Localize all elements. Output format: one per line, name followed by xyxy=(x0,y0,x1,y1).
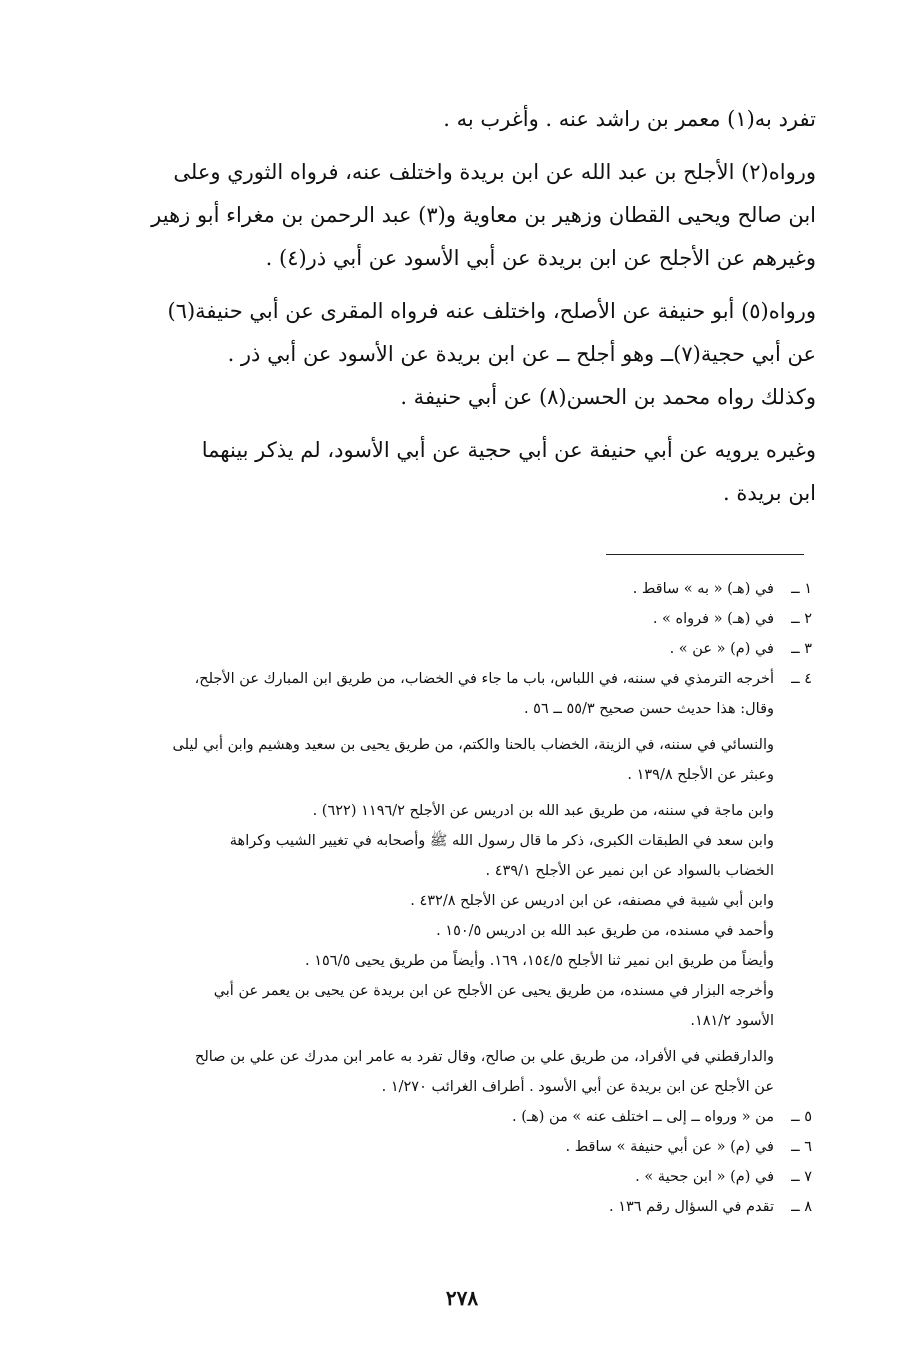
footnote-line: تقدم في السؤال رقم ١٣٦ . xyxy=(608,1199,774,1215)
footnote-line: وأخرجه البزار في مسنده، من طريق يحيى عن الأجلح عن ابن بريدة عن يحيى بن يعمر عن أبي xyxy=(213,983,774,999)
paragraph-1 xyxy=(106,98,816,141)
footnote-line: في (هـ) « فرواه » . xyxy=(652,611,774,627)
footnote-2 xyxy=(112,604,812,634)
footnote-text xyxy=(112,574,774,604)
footnote-number: ٥ ــ xyxy=(791,1109,812,1125)
footnote-text xyxy=(112,1132,774,1162)
footnote-8 xyxy=(112,1192,812,1222)
text-line: وغيره يرويه عن أبي حنيفة عن أبي حجية عن أبي الأسود، لم يذكر بينهما xyxy=(201,438,816,462)
footnote-separator xyxy=(606,554,804,555)
footnote-7 xyxy=(112,1162,812,1192)
footnote-line: وأحمد في مسنده، من طريق عبد الله بن ادريس ١٥٠/٥ . xyxy=(436,923,774,939)
footnote-line: والدارقطني في الأفراد، من طريق علي بن صالح، وقال تفرد به عامر ابن مدرك عن علي بن صالح xyxy=(194,1049,774,1065)
footnote-number: ٨ ــ xyxy=(791,1199,812,1215)
text-line: تفرد به(١) معمر بن راشد عنه . وأغرب به . xyxy=(443,107,816,131)
footnotes xyxy=(112,574,812,1222)
footnote-line: في (م) « عن » . xyxy=(669,641,774,657)
footnote-3 xyxy=(112,634,812,664)
paragraph-3 xyxy=(106,290,816,419)
footnote-5 xyxy=(112,1102,812,1132)
paragraph-2 xyxy=(106,151,816,280)
text-line: وكذلك رواه محمد بن الحسن(٨) عن أبي حنيفة . xyxy=(400,385,816,409)
footnote-line: وابن ماجة في سننه، من طريق عبد الله بن ادريس عن الأجلح ١١٩٦/٢ (٦٢٢) . xyxy=(312,803,774,819)
footnote-number: ٣ ــ xyxy=(791,641,812,657)
footnote-line: الخضاب بالسواد عن ابن نمير عن الأجلح ٤٣٩/١ . xyxy=(485,863,774,879)
text-line: ورواه(٢) الأجلح بن عبد الله عن ابن بريدة واختلف عنه، فرواه الثوري وعلى xyxy=(173,160,816,184)
page-number: ٢٧٨ xyxy=(445,1286,479,1310)
footnote-4 xyxy=(112,664,812,1102)
footnote-line: وعبثر عن الأجلح ١٣٩/٨ . xyxy=(627,767,774,783)
text-line: عن أبي حجية(٧)ــ وهو أجلح ــ عن ابن بريدة عن الأسود عن أبي ذر . xyxy=(227,342,816,366)
text-line: ابن بريدة . xyxy=(723,481,816,505)
footnote-line: والنسائي في سننه، في الزينة، الخضاب بالحنا والكتم، من طريق يحيى بن سعيد وهشيم وابن أبي ليلى xyxy=(172,737,774,753)
footnote-line: في (م) « ابن جحية » . xyxy=(635,1169,774,1185)
footnote-line: وأيضاً من طريق ابن نمير ثنا الأجلح ١٥٤/٥، ١٦٩. وأيضاً من طريق يحيى ١٥٦/٥ . xyxy=(305,953,774,969)
footnote-number: ٧ ــ xyxy=(791,1169,812,1185)
main-text xyxy=(106,98,816,525)
footnote-line: من « ورواه ــ إلى ــ اختلف عنه » من (هـ) . xyxy=(511,1109,774,1125)
footnote-6 xyxy=(112,1132,812,1162)
footnote-number: ٤ ــ xyxy=(791,671,812,687)
footnote-line: وابن أبي شيبة في مصنفه، عن ابن ادريس عن الأجلح ٤٣٢/٨ . xyxy=(410,893,774,909)
footnote-number: ١ ــ xyxy=(791,581,812,597)
footnote-line: وقال: هذا حديث حسن صحيح ٥٥/٣ ــ ٥٦ . xyxy=(523,701,774,717)
footnote-number: ٢ ــ xyxy=(791,611,812,627)
footnote-text xyxy=(112,1192,774,1222)
footnote-text xyxy=(112,634,774,664)
footnote-1 xyxy=(112,574,812,604)
footnote-text xyxy=(112,1162,774,1192)
footnote-number: ٦ ــ xyxy=(791,1139,812,1155)
footnote-line: عن الأجلح عن ابن بريدة عن أبي الأسود . أطراف الغرائب ١/٢٧٠ . xyxy=(381,1079,774,1095)
paragraph-4 xyxy=(106,429,816,515)
footnote-line: الأسود ١٨١/٢. xyxy=(690,1013,774,1029)
text-line: وغيرهم عن الأجلح عن ابن بريدة عن أبي الأسود عن أبي ذر(٤) . xyxy=(265,246,816,270)
footnote-text xyxy=(112,664,774,1102)
footnote-text xyxy=(112,604,774,634)
text-line: ابن صالح ويحيى القطان وزهير بن معاوية و(٣) عبد الرحمن بن مغراء أبو زهير xyxy=(151,203,816,227)
footnote-line: أخرجه الترمذي في سننه، في اللباس، باب ما جاء في الخضاب، من طريق ابن المبارك عن الأجلح، xyxy=(194,671,774,687)
footnote-line: في (م) « عن أبي حنيفة » ساقط . xyxy=(565,1139,774,1155)
footnote-text xyxy=(112,1102,774,1132)
footnote-line: في (هـ) « به » ساقط . xyxy=(632,581,774,597)
footnote-line: وابن سعد في الطبقات الكبرى، ذكر ما قال رسول الله ﷺ وأصحابه في تغيير الشيب وكراهة xyxy=(229,833,774,849)
text-line: ورواه(٥) أبو حنيفة عن الأصلح، واختلف عنه فرواه المقرى عن أبي حنيفة(٦) xyxy=(167,299,816,323)
